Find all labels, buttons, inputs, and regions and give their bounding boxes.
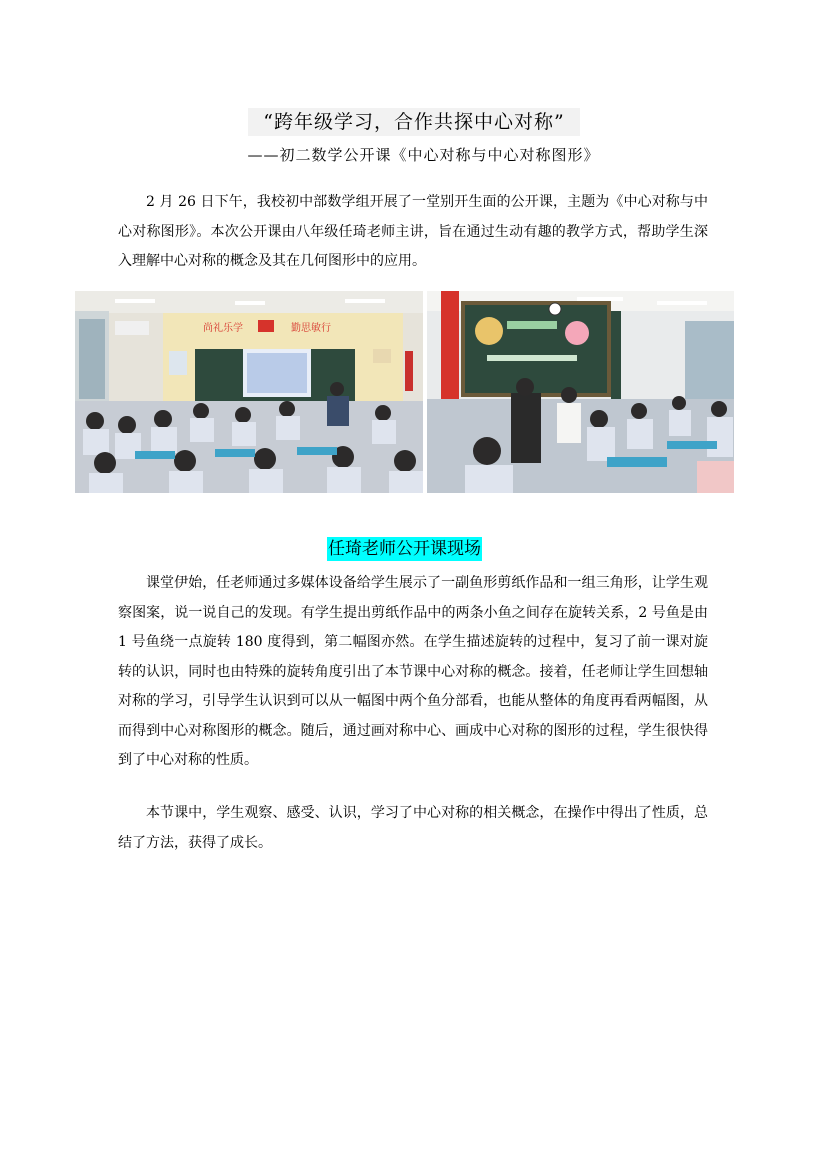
classroom-photo-left <box>75 291 423 493</box>
intro-paragraph: 2 月 26 日下午，我校初中部数学组开展了一堂别开生面的公开课，主题为《中心对称与中心对称图形》。本次公开课由八年级任琦老师主讲，旨在通过生动有趣的教学方式，帮助学生深入理解中心对称的概念及其在几何图形中的应用。 <box>118 194 708 269</box>
body-paragraph-2: 本节课中，学生观察、感受、认识，学习了中心对称的相关概念，在操作中得出了性质，总结了方法，获得了成长。 <box>118 805 708 851</box>
slogan-left: 尚礼乐学 <box>203 323 243 334</box>
classroom-photo-right <box>427 291 734 493</box>
body-paragraph-1: 课堂伊始，任老师通过多媒体设备给学生展示了一副鱼形剪纸作品和一组三角形，让学生观察图案，说一说自己的发现。有学生提出剪纸作品中的两条小鱼之间存在旋转关系，2 号鱼是由 1 号鱼绕一点旋转 180 度得到，第二幅图亦然。在学生描述旋转的过程中，复习了前一课对旋转的认识，同时也由特殊的旋转角度引出了本节课中心对称的概念。接着，任老师让学生回想轴对称的学习，引导学生认识到可以从一幅图中两个鱼分部看，也能从整体的角度再看两幅图，从而得到中心对称图形的概念。随后，通过画对称中心、画成中心对称的图形的过程，学生很快得到了中心对称的性质。 <box>118 575 708 768</box>
slogan-right: 勤思敏行 <box>291 323 331 334</box>
photo-caption: 任琦老师公开课现场 <box>328 539 481 559</box>
article-subtitle: ——初二数学公开课《中心对称与中心对称图形》 <box>247 146 600 164</box>
article-title: “跨年级学习，合作共探中心对称” <box>248 108 580 136</box>
